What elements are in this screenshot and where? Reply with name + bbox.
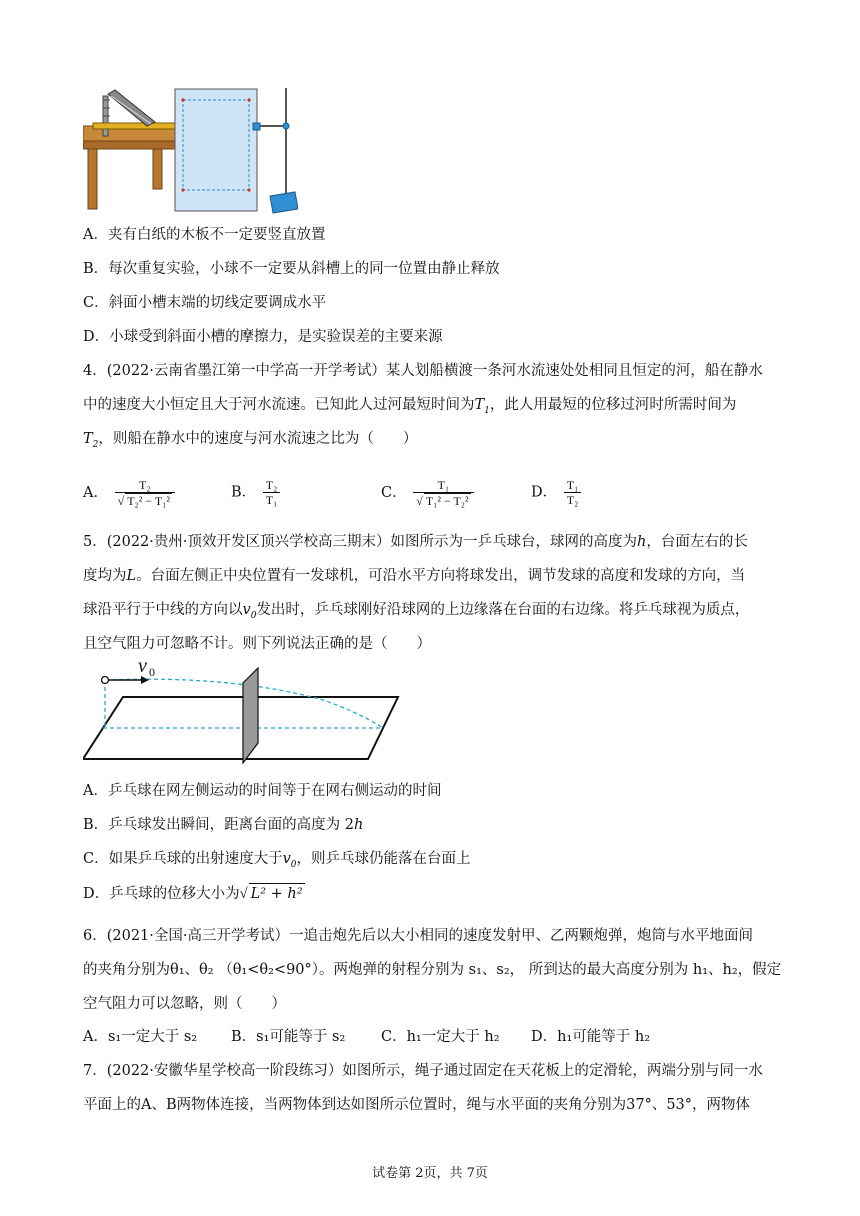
q4-option-d: D． $\frac{\text{T₁}}{\text{T₂}}$: [531, 478, 581, 507]
q7-stem-line-2: 平面上的A、B两物体连接，当两物体到达如图所示位置时，绳与水平面的夹角分别为37°、53°，两物体: [83, 1097, 751, 1113]
q5-option-c: C．如果乒乓球的出射速度大于$v_0$，则乒乓球仍能落在台面上: [83, 851, 471, 870]
q4-option-c: C． $\frac{\text{T₁}}{\text{√ T₁² − T₂²}}$: [381, 478, 474, 508]
q6-stem-line-3: 空气阻力可以忽略，则（ ）: [83, 996, 286, 1012]
q3-option-d: D．小球受到斜面小槽的摩擦力，是实验误差的主要来源: [83, 329, 443, 345]
q6-stem-line-1: 6．(2021·全国·高三开学考试）一追击炮先后以大小相同的速度发射甲、乙两颗炮弹，炮筒与水平地面间: [83, 928, 753, 944]
q5-stem-line-2: 度均为L。台面左侧正中央位置有一发球机，可沿水平方向将球发出，调节发球的高度和发球的方向，当: [83, 568, 746, 584]
apparatus-figure: [83, 86, 298, 214]
q5-stem-line-4: 且空气阻力可忽略不计。则下列说法正确的是（ ）: [83, 636, 431, 652]
q5-stem-line-3: 球沿平行于中线的方向以$v_0$发出时，乒乓球刚好沿球网的上边缘落在台面的右边缘。将乒乓球视为质点，: [83, 602, 750, 621]
q4-option-a: A． $\frac{\text{T₂}}{\text{√ T₂² − T₁²}}$: [83, 478, 175, 508]
v0-label: v: [138, 655, 147, 677]
q6-option-b: B．s₁可能等于 s₂: [231, 1029, 346, 1045]
q6-option-c: C．h₁一定大于 h₂: [381, 1029, 500, 1045]
q5-option-d: D．乒乓球的位移大小为√ L² + h²: [83, 883, 305, 904]
v0-subscript: 0: [149, 665, 155, 679]
q6-option-d: D．h₁可能等于 h₂: [531, 1029, 651, 1045]
q4-stem-line-1: 4．(2022·云南省墨江第一中学高一开学考试）某人划船横渡一条河水流速处处相同且恒定的河，船在静水: [83, 363, 763, 379]
q7-stem-line-1: 7．(2022·安徽华星学校高一阶段练习）如图所示，绳子通过固定在天花板上的定滑轮，两端分别与同一水: [83, 1063, 763, 1079]
q4-stem-line-3: $T_2$，则船在静水中的速度与河水流速之比为（ ）: [83, 431, 418, 450]
q3-option-c: C．斜面小槽末端的切线定要调成水平: [83, 295, 327, 311]
q6-stem-line-2: 的夹角分别为θ₁、θ₂ （θ₁<θ₂<90°）。两炮弹的射程分别为 s₁、s₂， 所到达的最大高度分别为 h₁、h₂，假定: [83, 962, 782, 978]
q3-option-a: A．夹有白纸的木板不一定要竖直放置: [83, 227, 326, 243]
q4-option-b: B． $\frac{\text{T₂}}{\text{T₁}}$: [231, 478, 280, 507]
q4-stem-line-2: 中的速度大小恒定且大于河水流速。已知此人过河最短时间为$T_1$，此人用最短的位移过河时所需时间为: [83, 397, 737, 416]
q3-option-b: B．每次重复实验，小球不一定要从斜槽上的同一位置由静止释放: [83, 261, 500, 277]
q5-stem-line-1: 5．(2022·贵州·顶效开发区顶兴学校高三期末）如图所示为一乒乓球台，球网的高度为h，台面左右的长: [83, 534, 748, 550]
page-footer: 试卷第 2页，共 7页: [372, 1166, 488, 1181]
q6-option-a: A．s₁一定大于 s₂: [83, 1029, 198, 1045]
ping-pong-table-figure: [83, 655, 403, 770]
q5-option-a: A．乒乓球在网左侧运动的时间等于在网右侧运动的时间: [83, 783, 442, 799]
q5-option-b: B．乒乓球发出瞬间，距离台面的高度为 2h: [83, 817, 364, 833]
